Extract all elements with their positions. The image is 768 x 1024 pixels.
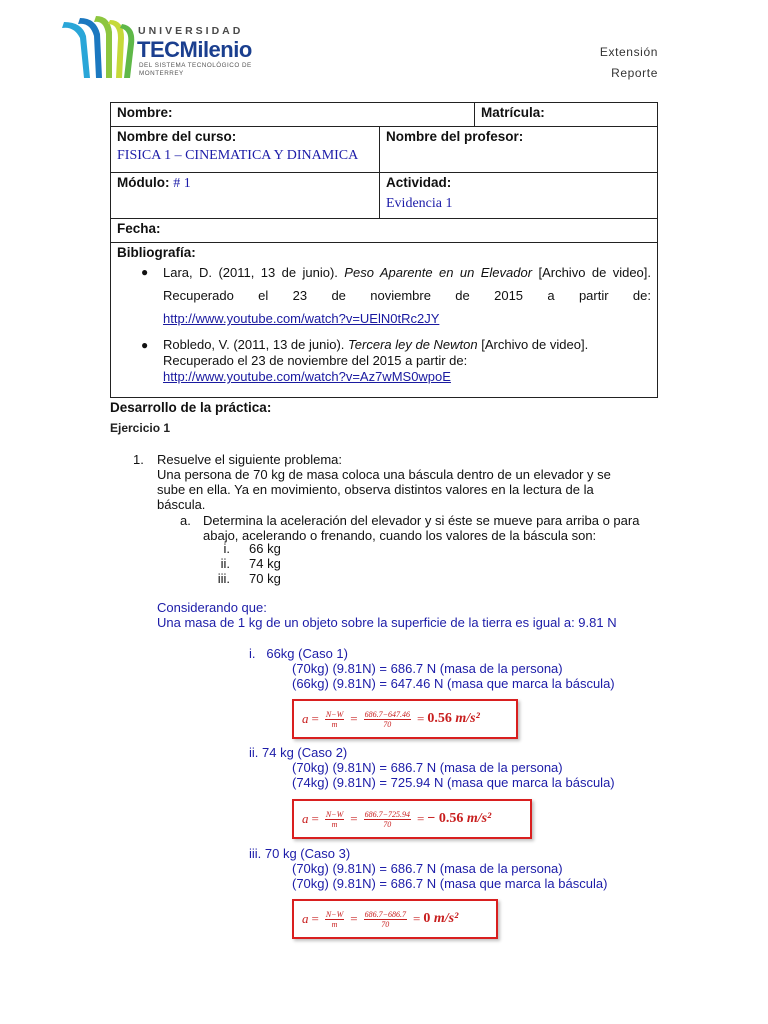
- bib-author: Lara, D. (2011, 13 de junio).: [163, 265, 345, 280]
- problem-statement-line: sube en ella. Ya en movimiento, observa distintos valores en la lectura de la: [157, 482, 594, 497]
- profesor-label: Nombre del profesor:: [386, 129, 524, 144]
- curso-value: FISICA 1 – CINEMATICA Y DINAMICA: [117, 148, 359, 163]
- problem-statement-line: Una persona de 70 kg de masa coloca una báscula dentro de un elevador y se: [157, 467, 611, 482]
- formula: a = $\frac{N-W}{m}$ = $\frac{686.7-686.7}{70}$ = 0 m/s²: [302, 909, 459, 929]
- case-3-title: iii. 70 kg (Caso 3): [249, 846, 351, 861]
- problem-statement-line: báscula.: [157, 497, 206, 512]
- curso-cell: [111, 127, 380, 173]
- subquestion-label: a.: [180, 513, 191, 528]
- formula-var: a: [302, 711, 309, 726]
- fecha-cell: [111, 219, 658, 243]
- formula-fraction: $\frac{686.7-647.46}{70}$: [364, 709, 410, 729]
- bib-rest: [Archivo de video].: [477, 337, 589, 352]
- formula-fraction: $\frac{686.7-725.94}{70}$: [364, 809, 410, 829]
- nombre-label: Nombre:: [117, 105, 173, 120]
- case-3-formula-box: [292, 899, 498, 939]
- formula-result: − 0.56 m/s²: [427, 811, 492, 826]
- problem-number: 1.: [133, 452, 144, 467]
- modulo-cell: [111, 173, 380, 219]
- case-line: (70kg) (9.81N) = 686.7 N (masa de la persona): [292, 661, 563, 676]
- list-item-value: 66 kg: [249, 541, 281, 556]
- logo-text-milenio: Milenio: [179, 37, 252, 62]
- case-line: (74kg) (9.81N) = 725.94 N (masa que marca la báscula): [292, 775, 615, 790]
- subquestion-text: [203, 513, 639, 543]
- case-1-lines: [292, 661, 615, 691]
- case-2-title: ii. 74 kg (Caso 2): [249, 745, 348, 760]
- logo-subtitle: [139, 62, 252, 78]
- roman-list-nums: [200, 541, 230, 586]
- list-item-num: ii.: [220, 556, 230, 571]
- matricula-cell: [475, 103, 658, 127]
- formula: a = $\frac{N-W}{m}$ = $\frac{686.7-647.46}{70}$ = 0.56 m/s²: [302, 709, 480, 729]
- subquestion-line: Determina la aceleración del elevador y si éste se mueve para arriba o para: [203, 513, 640, 528]
- modulo-value: # 1: [173, 176, 191, 191]
- bibliography-list: [117, 262, 651, 385]
- considering-block: [157, 600, 617, 630]
- modulo-label: Módulo:: [117, 175, 170, 190]
- considering-statement: Una masa de 1 kg de un objeto sobre la superficie de la tierra es igual a: 9.81 N: [157, 615, 617, 630]
- curso-label: Nombre del curso:: [117, 129, 237, 144]
- formula-result: 0.56 m/s²: [427, 711, 480, 726]
- header-reporte: Reporte: [611, 66, 658, 80]
- profesor-cell: [380, 127, 658, 173]
- header-extension: Extensión: [599, 45, 658, 59]
- bib-author: Robledo, V. (2011, 13 de junio).: [163, 337, 349, 352]
- logo-text-tecmilenio: [137, 37, 252, 63]
- bib-title: Peso Aparente en un Elevador: [344, 265, 533, 280]
- case-title-text: 66kg (Caso 1): [266, 646, 348, 661]
- bib-line2: Recuperado el 23 de noviembre de 2015 a partir de:: [163, 288, 651, 303]
- problem-intro: Resuelve el siguiente problema:: [157, 452, 342, 467]
- bib-url-link[interactable]: http://www.youtube.com/watch?v=Az7wMS0wpoE: [163, 369, 451, 384]
- list-item-num: i.: [223, 541, 230, 556]
- list-item-value: 74 kg: [249, 556, 281, 571]
- case-line: (70kg) (9.81N) = 686.7 N (masa de la persona): [292, 760, 563, 775]
- bib-url-link[interactable]: http://www.youtube.com/watch?v=UElN0tRc2JY: [163, 311, 440, 326]
- bibliografia-cell: [111, 243, 658, 398]
- list-item-num: iii.: [217, 571, 230, 586]
- formula: a = $\frac{N-W}{m}$ = $\frac{686.7-725.94}{70}$ = − 0.56 m/s²: [302, 809, 492, 829]
- fecha-label: Fecha:: [117, 221, 161, 236]
- logo-emblem-icon: [60, 16, 138, 86]
- bib-line1: [163, 337, 651, 353]
- student-info-table: [110, 102, 658, 398]
- case-1-formula-box: [292, 699, 518, 739]
- problem-text: [157, 452, 611, 512]
- formula-var: a: [302, 911, 309, 926]
- actividad-cell: [380, 173, 658, 219]
- nombre-cell: [111, 103, 475, 127]
- formula-fraction: $\frac{N-W}{m}$: [325, 809, 344, 829]
- formula-fraction: $\frac{686.7-686.7}{70}$: [364, 909, 406, 929]
- case-line: (70kg) (9.81N) = 686.7 N (masa que marca la báscula): [292, 876, 608, 891]
- bib-rest: [Archivo de video].: [532, 265, 651, 280]
- case-2-formula-box: [292, 799, 532, 839]
- bib-line1: [163, 262, 651, 283]
- formula-var: a: [302, 811, 309, 826]
- bibliografia-label: Bibliografía:: [117, 245, 196, 260]
- case-1-title: [249, 646, 348, 661]
- case-3-lines: [292, 861, 607, 891]
- formula-fraction: $\frac{N-W}{m}$: [325, 709, 344, 729]
- logo-subtitle-line2: MONTERREY: [139, 70, 184, 77]
- bib-line2: Recuperado el 23 de noviembre del 2015 a partir de:: [163, 353, 468, 368]
- case-line: (70kg) (9.81N) = 686.7 N (masa de la persona): [292, 861, 563, 876]
- considering-title: Considerando que:: [157, 600, 267, 615]
- logo-subtitle-line1: DEL SISTEMA TECNOLÓGICO DE: [139, 62, 252, 69]
- formula-fraction: $\frac{N-W}{m}$: [325, 909, 344, 929]
- bib-title: Tercera ley de Newton: [348, 337, 478, 352]
- case-line: (66kg) (9.81N) = 647.46 N (masa que marca la báscula): [292, 676, 615, 691]
- matricula-label: Matrícula:: [481, 105, 545, 120]
- subquestion-line: abajo, acelerando o frenando, cuando los valores de la báscula son:: [203, 528, 597, 543]
- actividad-value: Evidencia 1: [386, 196, 453, 211]
- roman-list-values: [249, 541, 281, 586]
- bibliography-item: [117, 337, 651, 385]
- formula-result: 0 m/s²: [423, 911, 459, 926]
- logo-text-universidad: UNIVERSIDAD: [138, 25, 244, 37]
- section-title-desarrollo: Desarrollo de la práctica:: [110, 400, 272, 415]
- list-item-value: 70 kg: [249, 571, 281, 586]
- actividad-label: Actividad:: [386, 175, 452, 190]
- case-num: i.: [249, 646, 256, 661]
- bibliography-item: [117, 262, 651, 329]
- case-2-lines: [292, 760, 615, 790]
- exercise-title: Ejercicio 1: [110, 421, 171, 435]
- bullet-icon: ●: [141, 338, 149, 352]
- bullet-icon: ●: [141, 265, 149, 279]
- logo-text-tec: TEC: [137, 37, 180, 62]
